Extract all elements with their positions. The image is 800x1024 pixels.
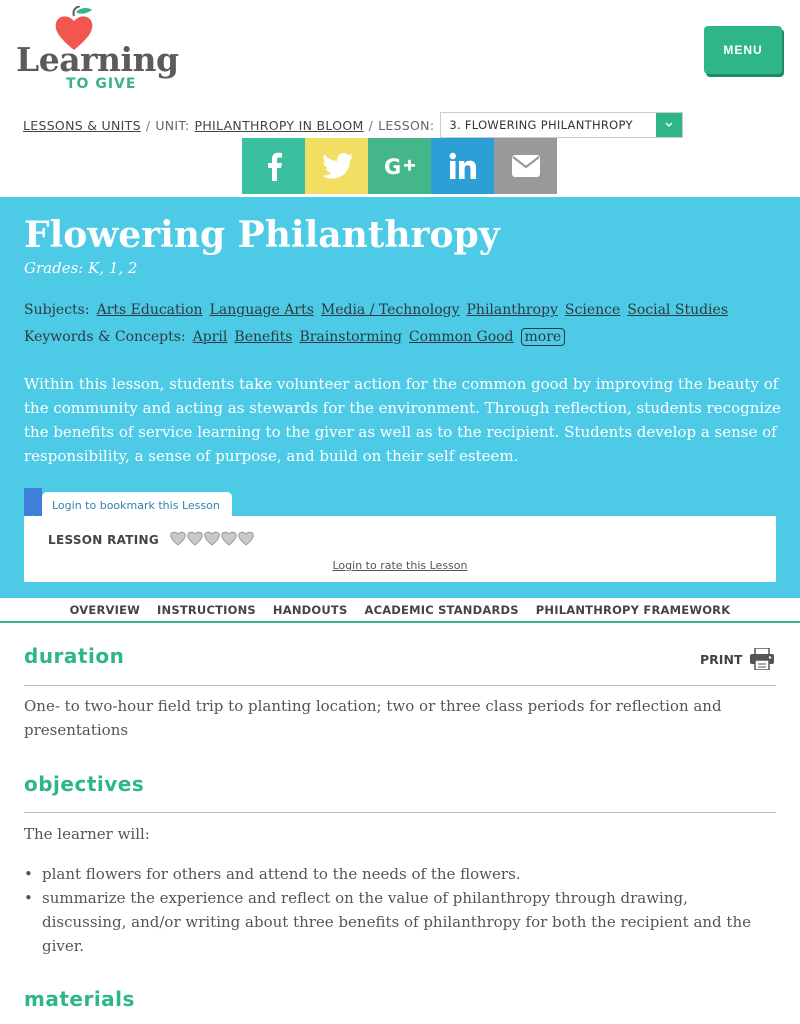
subject-link[interactable]: Arts Education: [96, 302, 203, 318]
subject-link[interactable]: Philanthropy: [466, 302, 558, 318]
printer-icon: [750, 648, 774, 670]
rating-panel: [24, 516, 776, 582]
email-icon: [512, 155, 540, 177]
facebook-icon: [265, 151, 283, 181]
breadcrumb: [23, 112, 683, 138]
lesson-select-value: 3. FLOWERING PHILANTHROPY: [449, 118, 633, 132]
print-button[interactable]: [700, 648, 774, 670]
list-item: • plant flowers for others and attend to the needs of the flowers.: [24, 862, 776, 886]
list-item: • summarize the experience and reflect on the value of philanthropy through drawing, discussing, and/or writing about three benefits of philanthropy for both the recipient and the giver.: [24, 886, 776, 958]
subject-link[interactable]: Science: [564, 302, 621, 318]
subject-link[interactable]: Media / Technology: [320, 302, 460, 318]
breadcrumb-lessons-units-link[interactable]: LESSONS & UNITS: [23, 117, 141, 133]
chevron-down-icon[interactable]: [656, 113, 682, 137]
keyword-link[interactable]: Brainstorming: [299, 329, 402, 345]
rating-login-link[interactable]: Login to rate this Lesson: [332, 559, 468, 572]
rating-login-row: [24, 559, 776, 572]
tab-philanthropy-framework[interactable]: PHILANTHROPY FRAMEWORK: [535, 602, 731, 617]
lesson-grades: Grades: K, 1, 2: [24, 259, 138, 277]
google-plus-icon: [384, 155, 416, 177]
objectives-list: [24, 862, 776, 958]
lesson-select[interactable]: [440, 112, 683, 138]
heart-rating-icon[interactable]: [204, 530, 220, 546]
menu-button[interactable]: MENU: [704, 26, 782, 74]
tab-instructions[interactable]: INSTRUCTIONS: [157, 602, 256, 617]
share-linkedin-button[interactable]: [431, 138, 494, 194]
objectives-intro: The learner will:: [24, 825, 150, 843]
objectives-heading: objectives: [24, 772, 145, 796]
section-divider: [24, 685, 776, 686]
keywords-label: Keywords & Concepts:: [24, 329, 186, 345]
keyword-link[interactable]: Common Good: [408, 329, 514, 345]
lesson-summary: Within this lesson, students take volunteer action for the common good by improving the beauty of the community and acting as stewards for the environment. Through reflection, students recognize the benefits of service learning to the giver as well as to the recipient. Students develop a sense of responsibility, a sense of purpose, and build on their self esteem.: [24, 375, 781, 465]
tab-academic-standards[interactable]: ACADEMIC STANDARDS: [364, 602, 519, 617]
subject-link[interactable]: Social Studies: [627, 302, 729, 318]
duration-heading: duration: [24, 644, 125, 668]
heart-rating-icon[interactable]: [170, 530, 186, 546]
section-divider: [24, 812, 776, 813]
duration-text: One- to two-hour field trip to planting location; two or three class periods for reflection and presentations: [24, 697, 722, 739]
tab-handouts[interactable]: HANDOUTS: [272, 602, 348, 617]
breadcrumb-separator: /: [145, 117, 151, 133]
share-bar: [242, 138, 557, 194]
site-logo[interactable]: [16, 6, 179, 92]
share-twitter-button[interactable]: [305, 138, 368, 194]
subjects-row: [24, 302, 728, 318]
heart-rating-icon[interactable]: [221, 530, 237, 546]
breadcrumb-unit-link[interactable]: PHILANTHROPY IN BLOOM: [194, 117, 364, 133]
heart-rating-icon[interactable]: [187, 530, 203, 546]
logo-subtitle: TO GIVE: [66, 76, 137, 92]
share-google-plus-button[interactable]: [368, 138, 431, 194]
breadcrumb-lesson-prefix: LESSON:: [378, 117, 435, 133]
bookmark-login-link[interactable]: Login to bookmark this Lesson: [42, 492, 232, 518]
keyword-link[interactable]: April: [192, 329, 228, 345]
logo-wordmark: Learning: [16, 40, 179, 79]
keyword-link[interactable]: Benefits: [234, 329, 293, 345]
rating-hearts: [170, 530, 254, 546]
subjects-label: Subjects:: [24, 302, 90, 318]
svg-text:G: G: [383, 155, 401, 177]
print-label: PRINT: [700, 651, 743, 667]
subject-link[interactable]: Language Arts: [209, 302, 314, 318]
materials-heading: materials: [24, 987, 135, 1011]
tab-overview[interactable]: OVERVIEW: [69, 602, 141, 617]
rating-label: LESSON RATING: [48, 533, 160, 547]
breadcrumb-unit-prefix: UNIT:: [155, 117, 190, 133]
twitter-icon: [322, 153, 352, 179]
lesson-tabs: [0, 598, 800, 623]
linkedin-icon: [449, 152, 477, 180]
share-email-button[interactable]: [494, 138, 557, 194]
bookmark-tab[interactable]: [24, 492, 232, 518]
keywords-more-button[interactable]: more: [521, 328, 566, 346]
share-facebook-button[interactable]: [242, 138, 305, 194]
heart-rating-icon[interactable]: [238, 530, 254, 546]
lesson-title: Flowering Philanthropy: [24, 214, 500, 256]
keywords-row: [24, 328, 565, 346]
breadcrumb-separator: /: [368, 117, 374, 133]
